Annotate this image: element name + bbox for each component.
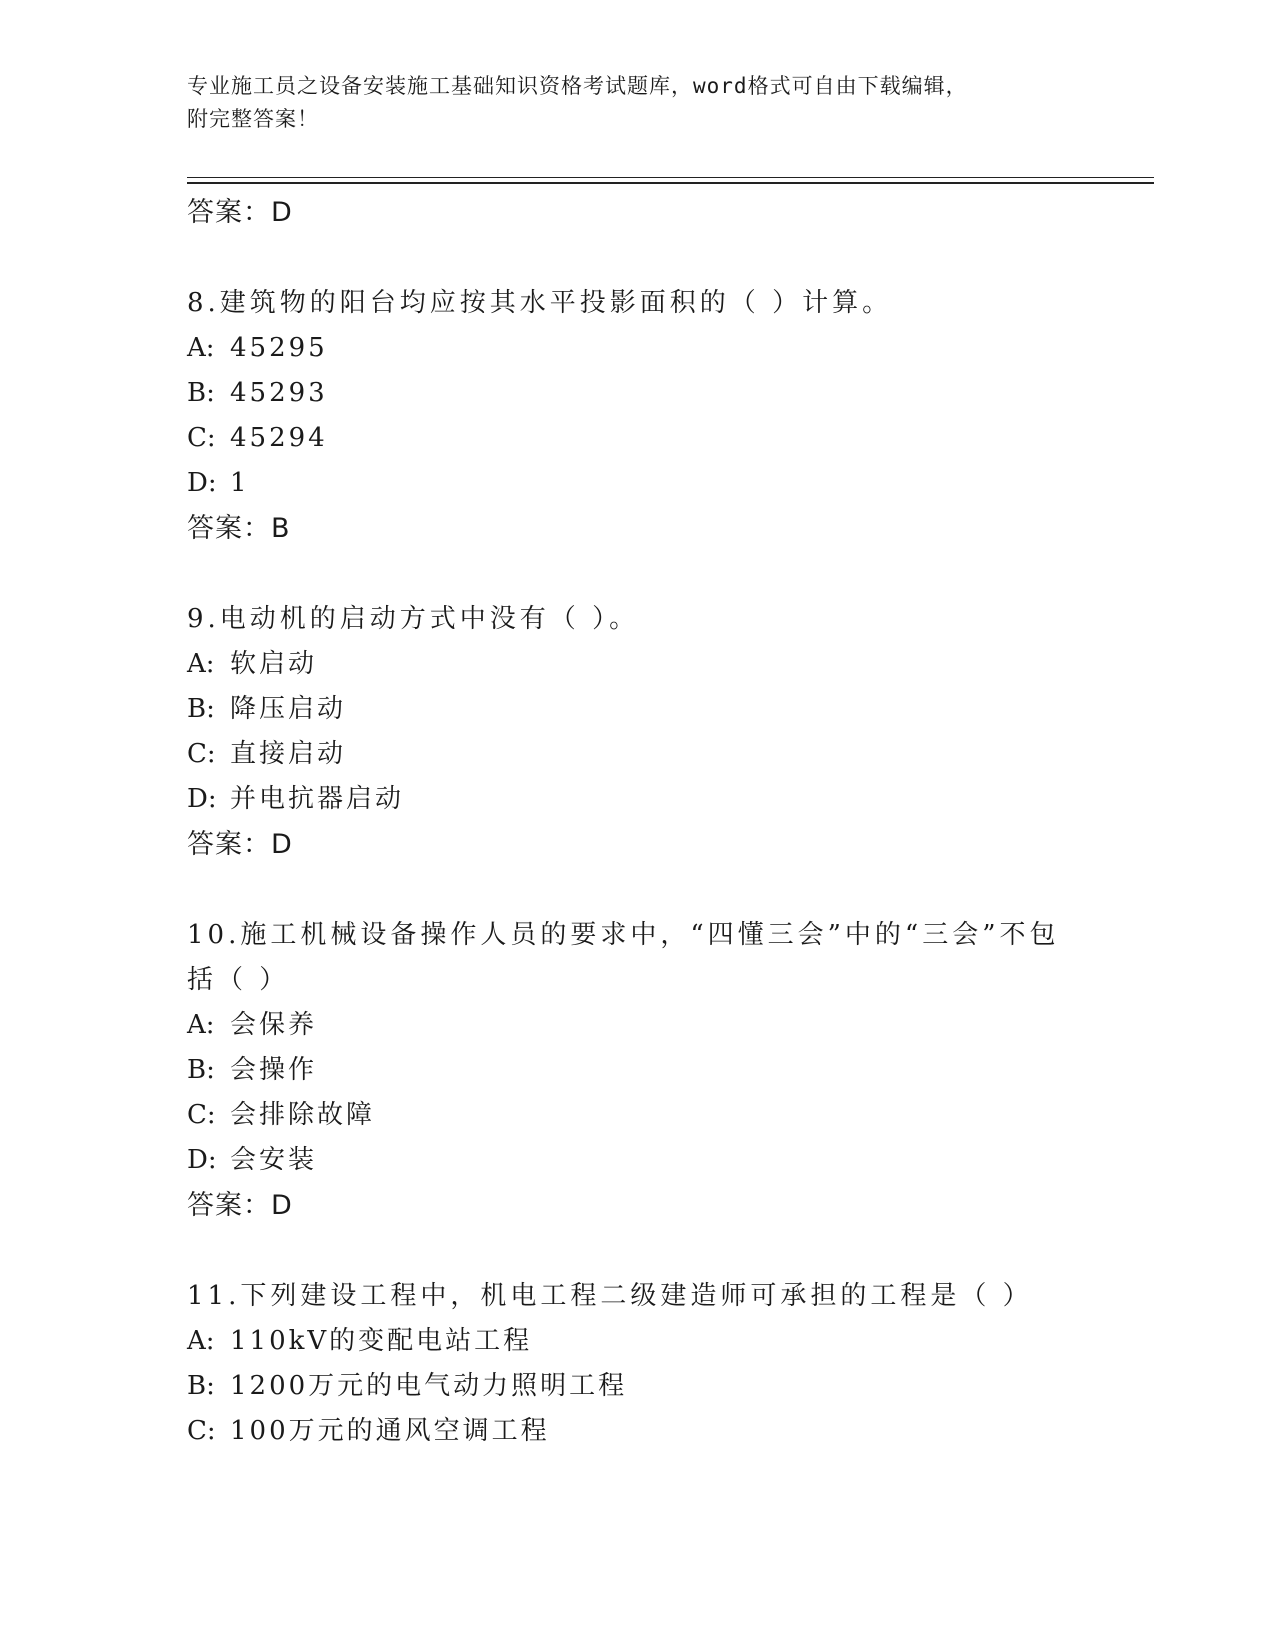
answer-option — [187, 1319, 1147, 1364]
question-block — [187, 281, 1147, 551]
question-block — [187, 1274, 1147, 1454]
option-text: 45293 — [230, 378, 328, 408]
question-text: 11.下列建设工程中，机电工程二级建造师可承担的工程是（ ） — [187, 1281, 1033, 1311]
answer-line: 答案：D — [187, 197, 293, 228]
answer-option — [187, 1364, 1147, 1409]
answer-option — [187, 1048, 1147, 1093]
option-key: D: — [187, 784, 217, 814]
answer-line: 答案：D — [187, 1190, 293, 1221]
answer-option — [187, 777, 1147, 822]
option-text: 软启动 — [230, 649, 318, 679]
header-divider-thin — [187, 177, 1154, 178]
answer-option — [187, 416, 1147, 461]
document-header — [187, 70, 1087, 136]
option-key: B: — [187, 694, 215, 724]
answer-option — [187, 642, 1147, 687]
answer-option — [187, 1003, 1147, 1048]
option-text: 并电抗器启动 — [230, 784, 405, 814]
option-key: C: — [187, 1100, 216, 1130]
header-line-1: 专业施工员之设备安装施工基础知识资格考试题库，word格式可自由下载编辑， — [187, 74, 968, 98]
question-text: 10.施工机械设备操作人员的要求中，“四懂三会”中的“三会”不包括（ ） — [187, 920, 1060, 995]
answer-line: 答案：D — [187, 829, 293, 860]
question-block — [187, 597, 1147, 867]
option-text: 100万元的通风空调工程 — [230, 1416, 550, 1446]
header-divider-thick — [187, 182, 1154, 184]
answer-option — [187, 1093, 1147, 1138]
option-key: A: — [187, 1326, 215, 1356]
option-text: 会排除故障 — [230, 1100, 376, 1130]
option-key: C: — [187, 1416, 216, 1446]
answer-option — [187, 461, 1147, 506]
question-block — [187, 913, 1147, 1228]
option-text: 45295 — [230, 333, 328, 363]
option-key: B: — [187, 378, 215, 408]
option-key: B: — [187, 1055, 215, 1085]
answer-option — [187, 1138, 1147, 1183]
option-text: 会保养 — [230, 1010, 318, 1040]
answer-option — [187, 371, 1147, 416]
header-line-2: 附完整答案！ — [187, 107, 319, 131]
option-key: B: — [187, 1371, 215, 1401]
option-text: 110kV的变配电站工程 — [230, 1326, 533, 1356]
option-key: D: — [187, 468, 217, 498]
answer-option — [187, 687, 1147, 732]
option-text: 直接启动 — [230, 739, 347, 769]
option-text: 1200万元的电气动力照明工程 — [230, 1371, 628, 1401]
option-key: A: — [187, 333, 215, 363]
question-text: 8.建筑物的阳台均应按其水平投影面积的（ ）计算。 — [187, 288, 893, 318]
answer-option — [187, 1409, 1147, 1454]
answer-option — [187, 326, 1147, 371]
option-key: C: — [187, 423, 216, 453]
option-key: A: — [187, 1010, 215, 1040]
answer-line: 答案：B — [187, 513, 291, 544]
option-key: A: — [187, 649, 215, 679]
option-text: 1 — [230, 468, 250, 498]
option-key: C: — [187, 739, 216, 769]
option-text: 降压启动 — [230, 694, 347, 724]
option-key: D: — [187, 1145, 217, 1175]
answer-option — [187, 732, 1147, 777]
question-text: 9.电动机的启动方式中没有（ ）。 — [187, 604, 640, 634]
option-text: 会安装 — [230, 1145, 318, 1175]
option-text: 45294 — [230, 423, 328, 453]
option-text: 会操作 — [230, 1055, 318, 1085]
question-list — [187, 190, 1147, 1454]
